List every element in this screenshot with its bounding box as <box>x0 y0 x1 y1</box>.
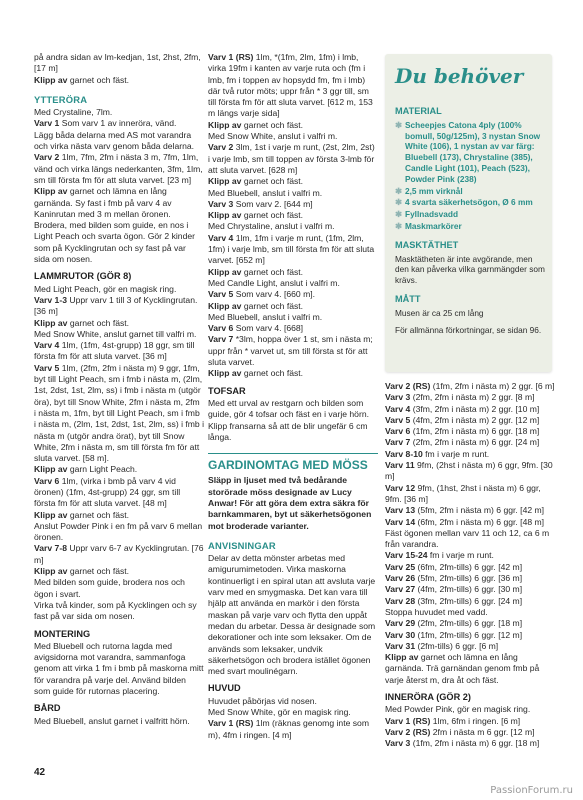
instruction-text: 9fm, (2hst i nästa m) 6 ggr, 9fm. [30 m] <box>385 460 553 482</box>
instruction-line <box>34 118 204 129</box>
abbreviations-note: För allmänna förkortningar, se sidan 96. <box>395 324 542 335</box>
instruction-text: Virka två kinder, som på Kycklingen och sy fast på var sida om nosen. <box>34 599 197 622</box>
instruction-line <box>385 517 555 528</box>
instruction-text: 1lm (räknas genomg inte som m), 4fm i ringen. [4 m] <box>208 718 369 740</box>
instruction-line <box>385 392 555 403</box>
instruction-text: garnet och fäst. <box>241 368 304 379</box>
instruction-text: 2fm i nästa m 6 ggr. [12 m] <box>430 726 535 737</box>
pattern-title: GARDINOMTAG MED MÖSS <box>208 453 378 471</box>
instruction-text: (1fm, 2fm-tills) 6 ggr. [12 m] <box>415 629 523 640</box>
round-label: Varv 3 <box>385 738 411 749</box>
material-item <box>395 186 545 197</box>
bullet-icon: ✱ <box>395 185 402 196</box>
instruction-text: 9fm, (1hst, 2hst i nästa m) 6 ggr, 9fm. [36 m] <box>385 482 541 504</box>
huvud-section <box>208 696 378 741</box>
instruction-line <box>385 404 555 415</box>
materials-list <box>395 120 545 232</box>
round-label: Klipp av <box>208 300 242 311</box>
instruction-text: Med Bluebell, anslut i valfri m. <box>208 311 323 322</box>
instruction-line <box>208 142 378 176</box>
heading-anvisningar: ANVISNINGAR <box>208 539 276 551</box>
instruction-line <box>385 381 555 392</box>
instruction-line <box>34 464 204 475</box>
round-label: Klipp av <box>34 509 68 520</box>
heading-huvud: HUVUD <box>208 683 241 694</box>
instruction-text: (5fm, 2fm-tills) 6 ggr. [36 m] <box>415 573 523 584</box>
instruction-text: garnet och fäst. <box>241 210 304 221</box>
bullet-icon: ✱ <box>395 209 402 220</box>
instruction-line <box>385 704 555 715</box>
round-label: Varv 4 <box>385 403 411 414</box>
bullet-icon: ✱ <box>395 197 402 208</box>
matt-text: Musen är ca 25 cm lång <box>395 307 484 318</box>
instruction-text: Med bilden som guide, brodera nos och ögon i svart. <box>34 577 185 599</box>
instruction-line <box>385 505 555 516</box>
instruction-line <box>34 152 204 186</box>
bullet-icon: ✱ <box>395 119 402 130</box>
instruction-text: 1lm, 6fm i ringen. [6 m] <box>430 715 521 726</box>
round-label: Varv 27 <box>385 584 416 595</box>
round-label: Varv 28 <box>385 595 416 606</box>
instruction-text: 1lm, 7fm, 2fm i nästa 3 m, 7fm, 1lm, vänd och virka längs nederkanten, 3fm, 1lm, sm till första fm för att sluta varvet. [23 m] <box>34 152 203 185</box>
round-label: Varv 7-8 <box>34 543 67 554</box>
instruction-line <box>385 607 555 618</box>
instruction-text: 1lm, (1fm, 4st-grupp) 18 ggr, sm till första fm för att sluta varvet. [36 m] <box>34 340 195 362</box>
round-label: Varv 6 <box>34 475 60 486</box>
instruction-text: Brodera, med bilden som guide, en nos i Light Peach och svarta ögon. Gör 2 kinder som på Kycklingrutan och sy fast på var sida om nosen. <box>34 220 195 265</box>
instruction-line <box>385 738 555 749</box>
instruction-text: (1fm, 2fm i nästa m) 6 ggr. [18 m] <box>410 738 540 749</box>
instruction-line <box>385 528 555 551</box>
instruction-text: (1fm, 2fm i nästa m) 6 ggr. [18 m] <box>410 426 540 437</box>
anvisningar-text: Delar av detta mönster arbetas med amigurumimetoden. Virka maskorna kontinuerligt i en spiral utan att avsluta varje varv med en smygmaska. Det kan vara till hjälp att använda en markör i den första maskan på varje varv och flytta den uppåt medan du arbetar. Dessa är designade som dekorationer och inte som leksaker. Om de används som leksaker, undvik säkerhetsögon och brodera istället ögonen med svart moulinégarn. <box>208 553 376 677</box>
round-label: Varv 2 <box>208 142 234 153</box>
material-item <box>395 120 545 185</box>
instruction-text: Med Snow White, gör en magisk ring. <box>208 707 351 718</box>
instruction-line <box>208 312 378 323</box>
pattern-lead: Släpp in ljuset med två bedårande storörade möss designade av Lucy Anwar! För att göra dem extra säkra för barnkammaren, byt ut säkerhetsögonen mot broderade varianter. <box>208 475 372 531</box>
instruction-text: (6fm, 2fm-tills) 6 ggr. [42 m] <box>415 561 523 572</box>
instruction-line <box>208 301 378 312</box>
heading-matt: MÅTT <box>395 293 421 304</box>
instruction-text: fm i varje m runt. <box>422 448 490 459</box>
round-label: Varv 5 <box>34 362 60 373</box>
instruction-line <box>208 188 378 199</box>
round-label: Varv 14 <box>385 516 416 527</box>
instruction-line <box>385 415 555 426</box>
instruction-line <box>34 284 204 295</box>
instruction-text: 1lm, (virka i bmb på varv 4 vid öronen) (1fm, 4st-grupp) 24 ggr, sm till första fm för att sluta varvet. [48 m] <box>34 475 181 509</box>
instruction-line <box>385 483 555 506</box>
instruction-line <box>208 278 378 289</box>
head-rows-section <box>385 381 555 686</box>
instruction-text: garnet och fäst. <box>67 317 130 328</box>
round-label: Varv 11 <box>385 460 415 471</box>
materials-box <box>385 54 552 372</box>
instruction-text: 1lm, (2fm, 2fm i nästa m) 9 ggr, 1fm, byt till Light Peach, sm i fmb i nästa m, (2lm, 1st, 2dst, 1st, 2lm, ss) i fmb i nästa m (utgör öra), byt till Snow White, 2fm i nästa m, 2fm i nästa m, 1fm, byt till Light Peach, sm i fmb i nästa m, (2lm, 1st, 2dst, 1st, 2lm, ss) i fmb i nästa m (utgör andra örat), byt till Snow White, 2fm i nästa m, sm till första fm för att sluta varvet. [58 m]. <box>34 362 205 464</box>
instruction-text: 1lm, 1fm i varje m runt, (1fm, 2lm, 1fm) i varje lmb, sm till första fm för att sluta varvet. [652 m] <box>208 232 375 266</box>
column-right <box>385 381 555 750</box>
instruction-text: garnet och fäst. <box>67 566 130 577</box>
bard-text: Med Bluebell, anslut garnet i valfritt hörn. <box>34 715 190 726</box>
tofsar-text: Med ett urval av restgarn och bilden som guide, gör 4 tofsar och fäst en i varje hörn. Klipp fransarna så att de blir ungefär 6 cm långa. <box>208 397 369 442</box>
inneroora-section <box>385 704 555 749</box>
round-label: Varv 3 <box>208 198 234 209</box>
instruction-line <box>34 295 204 318</box>
column-middle <box>208 52 378 741</box>
lammrutor-section <box>34 284 204 623</box>
instruction-text: Med Light Peach, gör en magisk ring. <box>34 283 177 294</box>
instruction-line <box>385 460 555 483</box>
instruction-line <box>385 449 555 460</box>
instruction-text: (3fm, 2fm-tills) 6 ggr. [24 m] <box>415 595 523 606</box>
instruction-line <box>208 334 378 368</box>
instruction-line <box>34 566 204 577</box>
instruction-text: garnet och fäst. <box>67 509 130 520</box>
instruction-line <box>34 476 204 510</box>
instruction-text: Som varv 1 av innerörа, vänd. <box>59 118 177 129</box>
instruction-line <box>385 596 555 607</box>
round-label: Varv 1-3 <box>34 294 67 305</box>
instruction-line <box>208 289 378 300</box>
instruction-text: Med Snow White, anslut i valfri m. <box>208 131 338 142</box>
instruction-line <box>208 210 378 221</box>
instruction-text: (6fm, 2fm i nästa m) 6 ggr. [48 m] <box>415 516 545 527</box>
intro-tail: garnet och fäst. <box>67 74 130 85</box>
round-label: Klipp av <box>34 186 68 197</box>
material-text: Fyllnadsvadd <box>405 209 459 220</box>
heading-bard: BÅRD <box>34 703 61 714</box>
instruction-line <box>208 221 378 232</box>
instruction-text: Huvudet påbörjas vid nosen. <box>208 695 317 706</box>
box-content <box>395 98 545 341</box>
instruction-line <box>34 600 204 623</box>
round-label: Varv 2 (RS) <box>385 381 431 391</box>
heading-ytterora: YTTERÖRA <box>34 93 88 105</box>
round-label: Varv 29 <box>385 618 416 629</box>
instruction-line <box>208 323 378 334</box>
instruction-line <box>34 510 204 521</box>
instruction-text: (1fm, 2fm i nästa m) 2 ggr. [6 m] <box>430 381 555 391</box>
heading-inneroora: INNERÖRA (GÖR 2) <box>385 692 471 703</box>
round-label: Varv 6 <box>385 426 411 437</box>
round-label: Varv 1 <box>34 118 60 129</box>
instruction-text: Med Candle Light, anslut i valfri m. <box>208 277 340 288</box>
instruction-text: (4fm, 2fm-tills) 6 ggr. [30 m] <box>415 584 523 595</box>
heading-lammrutor: LAMMRUTOR (GÖR 8) <box>34 271 132 282</box>
instruction-line <box>34 107 204 118</box>
round-label: Klipp av <box>34 464 68 475</box>
material-text: Scheepjes Catona 4ply (100% bomull, 50g/125m), 3 nystan Snow White (106), 1 nystan av var färg: Bluebell (173), Chrystaline (385), Candle Light (101), Peach (523), Powder Pink (238) <box>405 119 541 184</box>
round-label: Varv 5 <box>208 289 234 300</box>
intro-bold: Klipp av <box>34 74 68 85</box>
heading-masktathet: MASKTÄTHET <box>395 239 459 250</box>
intro-paragraph <box>34 52 204 86</box>
instruction-line <box>208 120 378 131</box>
instruction-text: (4fm, 2fm i nästa m) 2 ggr. [12 m] <box>410 414 540 425</box>
round-label: Klipp av <box>34 566 68 577</box>
round-label: Varv 12 <box>385 482 416 493</box>
instruction-text: Som varv 2. [644 m] <box>233 198 313 209</box>
instruction-text: Lägg båda delarna med AS mot varandra och virka nästa varv genom båda delarna. <box>34 129 195 152</box>
instruction-text: Uppr varv 6-7 av Kycklingrutan. [76 m] <box>34 543 204 565</box>
instruction-line <box>208 233 378 267</box>
instruction-line <box>208 131 378 142</box>
round-label: Varv 2 (RS) <box>385 726 431 737</box>
instruction-text: garnet och lämna en lång garnända. Sy fast i fmb på varv 4 av Kaninrutan med 3 m mellan öronen. <box>34 186 172 219</box>
instruction-text: (2fm-tills) 6 ggr. [6 m] <box>415 640 499 651</box>
instruction-line <box>385 630 555 641</box>
instruction-line <box>208 368 378 379</box>
border-rows-section <box>208 52 378 380</box>
instruction-text: Som varv 4. [668] <box>233 323 304 334</box>
instruction-line <box>208 176 378 187</box>
watermark: PassionForum.ru <box>490 785 573 796</box>
instruction-line <box>208 707 378 718</box>
instruction-line <box>208 199 378 210</box>
instruction-line <box>34 329 204 340</box>
instruction-text: Anslut Powder Pink i en fm på varv 6 mellan öronen. <box>34 520 203 543</box>
column-left <box>34 52 204 733</box>
instruction-text: fm i varje m runt. <box>427 550 494 561</box>
round-label: Varv 30 <box>385 629 416 640</box>
instruction-text: garnet och fäst. <box>241 300 304 311</box>
instruction-line <box>385 426 555 437</box>
instruction-text: garnet och fäst. <box>241 176 304 187</box>
instruction-line <box>34 220 204 265</box>
material-text: 2,5 mm virknål <box>405 185 463 196</box>
round-label: Klipp av <box>208 368 242 379</box>
round-label: Varv 31 <box>385 640 416 651</box>
instruction-line <box>208 718 378 741</box>
round-label: Klipp av <box>208 266 242 277</box>
instruction-line <box>208 267 378 278</box>
instruction-text: garnet och fäst. <box>241 119 304 130</box>
instruction-text: Med Crystaline, 7lm. <box>34 107 113 118</box>
instruction-text: (5fm, 2fm i nästa m) 6 ggr. [42 m] <box>415 505 545 516</box>
material-text: 4 svarta säkerhetsögon, Ø 6 mm <box>405 197 533 208</box>
round-label: Varv 13 <box>385 505 416 516</box>
instruction-line <box>34 543 204 566</box>
instruction-line <box>385 652 555 686</box>
instruction-line <box>385 550 555 561</box>
round-label: Varv 25 <box>385 561 416 572</box>
instruction-text: garn Light Peach. <box>67 464 138 475</box>
round-label: Klipp av <box>208 119 242 130</box>
round-label: Klipp av <box>34 317 68 328</box>
round-label: Varv 1 (RS) <box>208 52 254 62</box>
round-label: Varv 5 <box>385 414 411 425</box>
instruction-line <box>208 696 378 707</box>
instruction-line <box>34 318 204 329</box>
material-item <box>395 209 545 220</box>
round-label: Varv 1 (RS) <box>208 718 254 729</box>
round-label: Varv 4 <box>208 232 234 243</box>
instruction-text: Som varv 4. [660 m]. <box>233 289 315 300</box>
box-title: Du behöver <box>395 64 524 88</box>
round-label: Varv 3 <box>385 392 411 403</box>
instruction-text: *3lm, hoppa över 1 st, sm i nästa m; uppr från * varvet ut, sm till första st för att sluta varvet. <box>208 334 373 368</box>
instruction-line <box>385 562 555 573</box>
round-label: Varv 7 <box>208 334 234 345</box>
masktathet-text: Masktätheten är inte avgörande, men den kan påverka vilka garnmängder som krävs. <box>395 253 545 286</box>
round-label: Varv 4 <box>34 340 60 351</box>
instruction-text: Med Powder Pink, gör en magisk ring. <box>385 704 531 715</box>
bullet-icon: ✱ <box>395 220 402 231</box>
round-label: Klipp av <box>208 210 242 221</box>
round-label: Varv 1 (RS) <box>385 715 431 726</box>
page-number: 42 <box>34 767 46 778</box>
instruction-line <box>34 577 204 600</box>
instruction-line <box>385 727 555 738</box>
heading-material: MATERIAL <box>395 106 442 116</box>
instruction-text: 3lm, 1st i varje m runt, (2st, 2lm, 2st) i varje lmb, sm till toppen av första 3-lmb för att sluta varvet. [628 m] <box>208 142 375 175</box>
instruction-line <box>385 618 555 629</box>
instruction-text: (3fm, 2fm i nästa m) 2 ggr. [10 m] <box>410 403 540 414</box>
instruction-text: Fäst ögonen mellan varv 11 och 12, ca 6 m från varandra. <box>385 527 550 550</box>
instruction-line <box>385 641 555 652</box>
instruction-line <box>34 130 204 153</box>
instruction-line <box>385 437 555 448</box>
instruction-line <box>34 340 204 363</box>
instruction-line <box>385 584 555 595</box>
instruction-text: (2fm, 2fm-tills) 6 ggr. [18 m] <box>415 618 523 629</box>
ytterora-section <box>34 107 204 265</box>
montering-text: Med Bluebell och rutorna lagda med avigsidorna mot varandra, sammanfoga genom att virka 1 fm i bmb på maskorna mitt för varandra på varje del. Använd bilden som guide för rutornas placering. <box>34 640 204 697</box>
instruction-text: Med Chrystaline, anslut i valfri m. <box>208 221 335 232</box>
round-label: Klipp av <box>385 652 419 663</box>
material-text: Maskmarkörer <box>405 220 462 231</box>
round-label: Varv 26 <box>385 573 416 584</box>
heading-tofsar: TOFSAR <box>208 385 246 396</box>
instruction-text: Med Bluebell, anslut i valfri m. <box>208 187 323 198</box>
round-label: Varv 6 <box>208 323 234 334</box>
material-item <box>395 221 545 232</box>
instruction-line <box>385 573 555 584</box>
instruction-text: garnet och lämna en lång garnända. Trä garnändan genom fmb på varje återst m, dra åt och fäst. <box>385 652 540 685</box>
instruction-text: (2fm, 2fm i nästa m) 2 ggr. [8 m] <box>410 392 535 403</box>
intro-text: på andra sidan av lm-kedjan, 1st, 2hst, 2fm, [17 m] <box>34 52 201 74</box>
round-label: Varv 2 <box>34 152 60 163</box>
instruction-text: Uppr varv 1 till 3 of Kycklingrutan. [36 m] <box>34 294 198 317</box>
instruction-line <box>208 52 378 120</box>
instruction-text: 1lm, *(1fm, 2lm, 1fm) i lmb, virka 19fm i kanten av varje ruta och (fm i lmb, fm i toppen av hopsydd fm, fm i lmb) där två rutor möts; uppr från * 3 ggr till, sm till första fm för att sluta varvet. [612 m, 153 m längs varje sida] <box>208 52 373 119</box>
heading-montering: MONTERING <box>34 628 91 639</box>
instruction-text: Med Snow White, anslut garnet till valfri m. <box>34 328 197 339</box>
instruction-line <box>34 186 204 220</box>
instruction-text: (2fm, 2fm i nästa m) 6 ggr. [24 m] <box>410 437 540 448</box>
instruction-line <box>385 716 555 727</box>
round-label: Varv 7 <box>385 437 411 448</box>
round-label: Varv 15-24 <box>385 550 428 561</box>
instruction-line <box>34 363 204 465</box>
material-item <box>395 197 545 208</box>
instruction-text: Stoppa huvudet med vadd. <box>385 606 488 617</box>
round-label: Varv 8-10 <box>385 448 423 459</box>
round-label: Klipp av <box>208 176 242 187</box>
instruction-line <box>34 521 204 544</box>
instruction-text: garnet och fäst. <box>241 266 304 277</box>
